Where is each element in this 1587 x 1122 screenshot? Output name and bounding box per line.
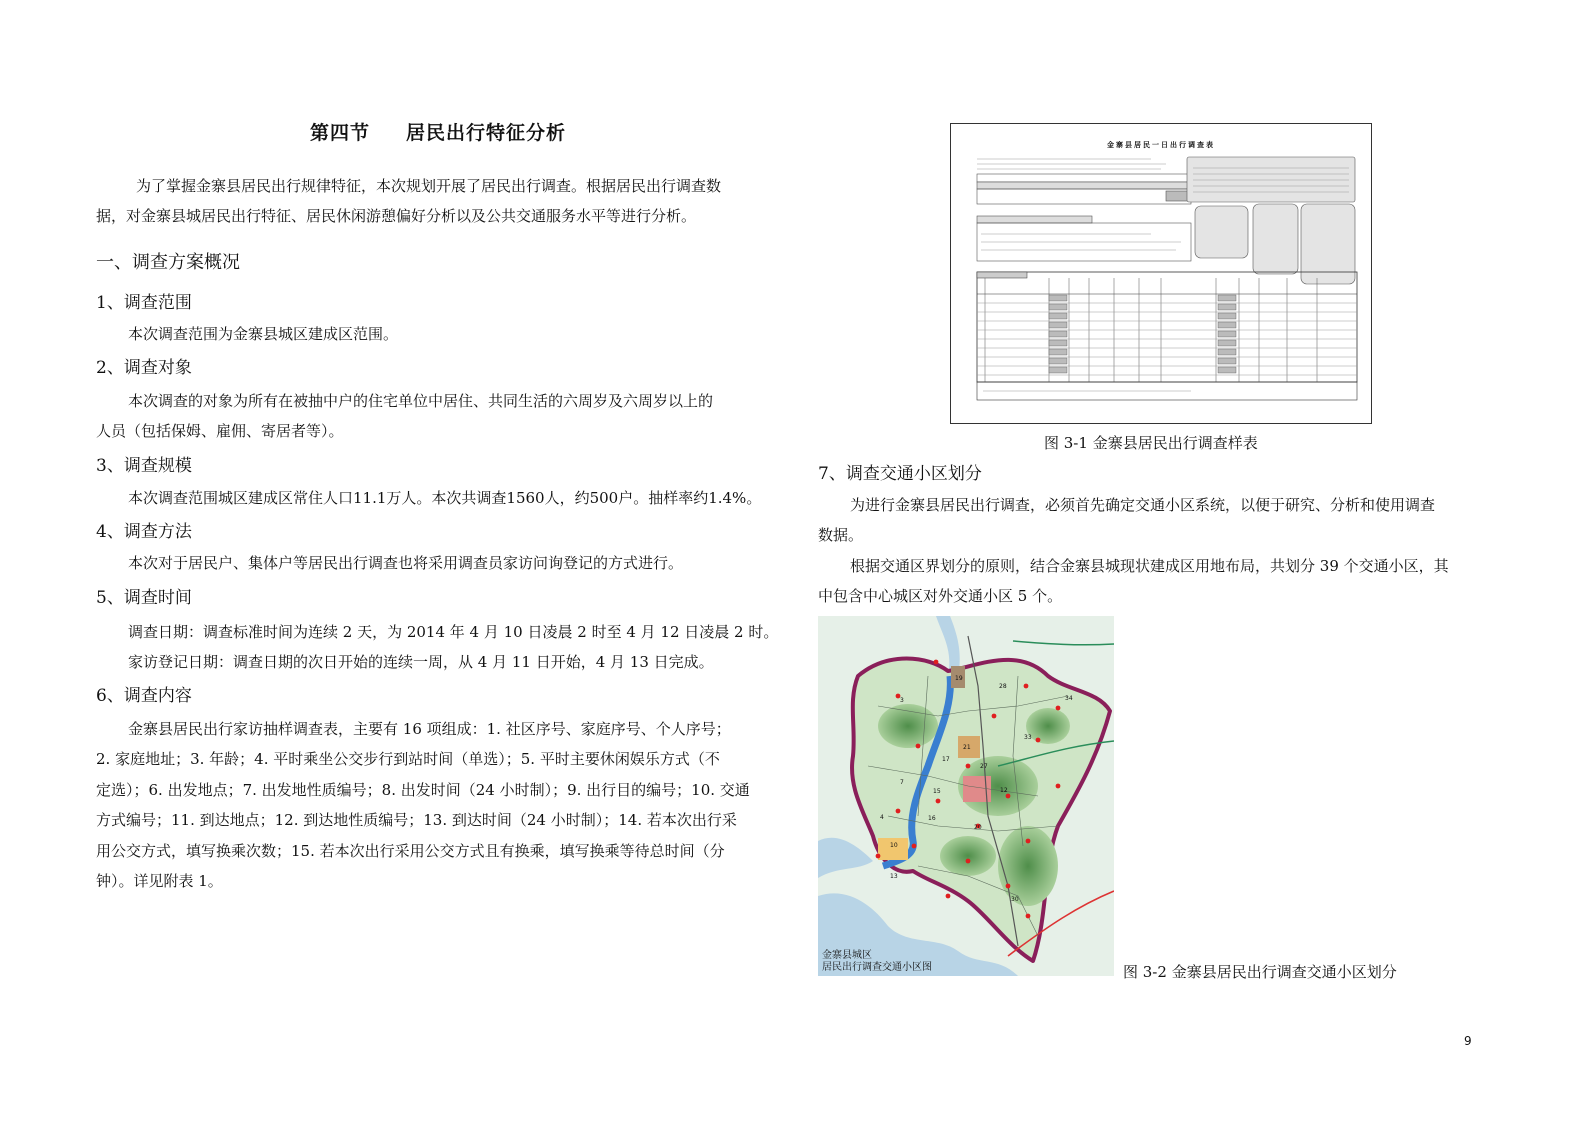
heading-traffic-zones: 7、调查交通小区划分	[818, 464, 982, 484]
time-line-1: 调查日期：调查标准时间为连续 2 天，为 2014 年 4 月 10 日凌晨 2 时至 4 月 12 日凌晨 2 时。	[128, 623, 779, 641]
intro-line-1: 为了掌握金寨县居民出行规律特征，本次规划开展了居民出行调查。根据居民出行调查数	[136, 177, 722, 195]
form-drawing	[951, 124, 1371, 423]
heading-survey-overview: 一、调查方案概况	[96, 252, 240, 273]
subjects-line-1: 本次调查的对象为所有在被抽中户的住宅单位中居住、共同生活的六周岁及六周岁以上的	[128, 392, 714, 410]
content-line-5: 用公交方式，填写换乘次数；15. 若本次出行采用公交方式且有换乘，填写换乘等待总时间（分	[96, 842, 725, 860]
zones-line-2: 数据。	[818, 526, 864, 544]
zones-line-1: 为进行金寨县居民出行调查，必须首先确定交通小区系统，以便于研究、分析和使用调查	[850, 496, 1436, 514]
zone-label: 21	[963, 744, 971, 751]
content-line-2: 2. 家庭地址；3. 年龄；4. 平时乘坐公交步行到站时间（单选）；5. 平时主要休闲娱乐方式（不	[96, 750, 720, 768]
time-line-2: 家访登记日期：调查日期的次日开始的连续一周，从 4 月 11 日开始，4 月 13 日完成。	[128, 653, 714, 671]
subjects-line-2: 人员（包括保姆、雇佣、寄居者等）。	[96, 422, 344, 440]
zone-label: 17	[942, 756, 950, 763]
heading-survey-content: 6、调查内容	[96, 686, 192, 706]
scope-text: 本次调查范围为金寨县城区建成区范围。	[128, 325, 399, 343]
content-line-3: 定选）；6. 出发地点；7. 出发地性质编号；8. 出发时间（24 小时制）；9. 出行目的编号；10. 交通	[96, 781, 750, 799]
heading-survey-scale: 3、调查规模	[96, 456, 192, 476]
zone-label: 20	[974, 824, 982, 831]
heading-survey-subjects: 2、调查对象	[96, 358, 192, 378]
zone-label: 4	[880, 814, 884, 821]
zone-label: 33	[1024, 734, 1032, 741]
zone-label: 3	[900, 697, 904, 704]
zone-label: 7	[900, 779, 904, 786]
figure-2-caption: 图 3-2 金寨县居民出行调查交通小区划分	[1123, 963, 1397, 981]
zone-label: 12	[1000, 787, 1008, 794]
form-title: 金寨县居民一日出行调查表	[1107, 141, 1215, 149]
zones-line-3: 根据交通区界划分的原则，结合金寨县城现状建成区用地布局，共划分 39 个交通小区，其	[850, 557, 1449, 575]
heading-survey-time: 5、调查时间	[96, 588, 192, 608]
zone-label: 10	[890, 842, 898, 849]
scale-text: 本次调查范围城区建成区常住人口11.1万人。本次共调查1560人，约500户。抽样率约1.4%。	[128, 489, 762, 507]
page-number: 9	[1464, 1034, 1472, 1048]
section-heading: 居民出行特征分析	[406, 122, 567, 144]
content-line-4: 方式编号；11. 到达地点；12. 到达地性质编号；13. 到达时间（24 小时制）；14. 若本次出行采	[96, 811, 737, 829]
zone-label: 34	[1065, 695, 1073, 702]
content-line-1: 金寨县居民出行家访抽样调查表，主要有 16 项组成：1. 社区序号、家庭序号、个人序号；	[128, 720, 731, 738]
heading-survey-scope: 1、调查范围	[96, 293, 192, 313]
zone-label: 27	[980, 763, 988, 770]
method-text: 本次对于居民户、集体户等居民出行调查也将采用调查员家访问询登记的方式进行。	[128, 554, 684, 572]
zones-line-4: 中包含中心城区对外交通小区 5 个。	[818, 587, 1063, 605]
traffic-zone-map	[818, 616, 1114, 976]
figure-1-caption: 图 3-1 金寨县居民出行调查样表	[1044, 434, 1258, 452]
survey-form-figure	[950, 123, 1372, 424]
zone-label: 19	[955, 675, 963, 682]
zone-label: 13	[890, 873, 898, 880]
zone-label: 15	[933, 788, 941, 795]
section-number: 第四节	[310, 122, 371, 144]
zone-label: 30	[1011, 896, 1019, 903]
content-line-6: 钟）。详见附表 1。	[96, 872, 223, 890]
heading-survey-method: 4、调查方法	[96, 522, 192, 542]
intro-line-2: 据，对金寨县城居民出行特征、居民休闲游憩偏好分析以及公共交通服务水平等进行分析。	[96, 207, 697, 225]
map-label-line-1: 金寨县城区	[822, 950, 872, 961]
map-drawing	[818, 616, 1114, 976]
map-legend-title	[822, 950, 932, 974]
zone-label: 28	[999, 683, 1007, 690]
map-label-line-2: 居民出行调查交通小区图	[822, 962, 932, 973]
zone-label: 16	[928, 815, 936, 822]
section-title	[310, 118, 566, 145]
